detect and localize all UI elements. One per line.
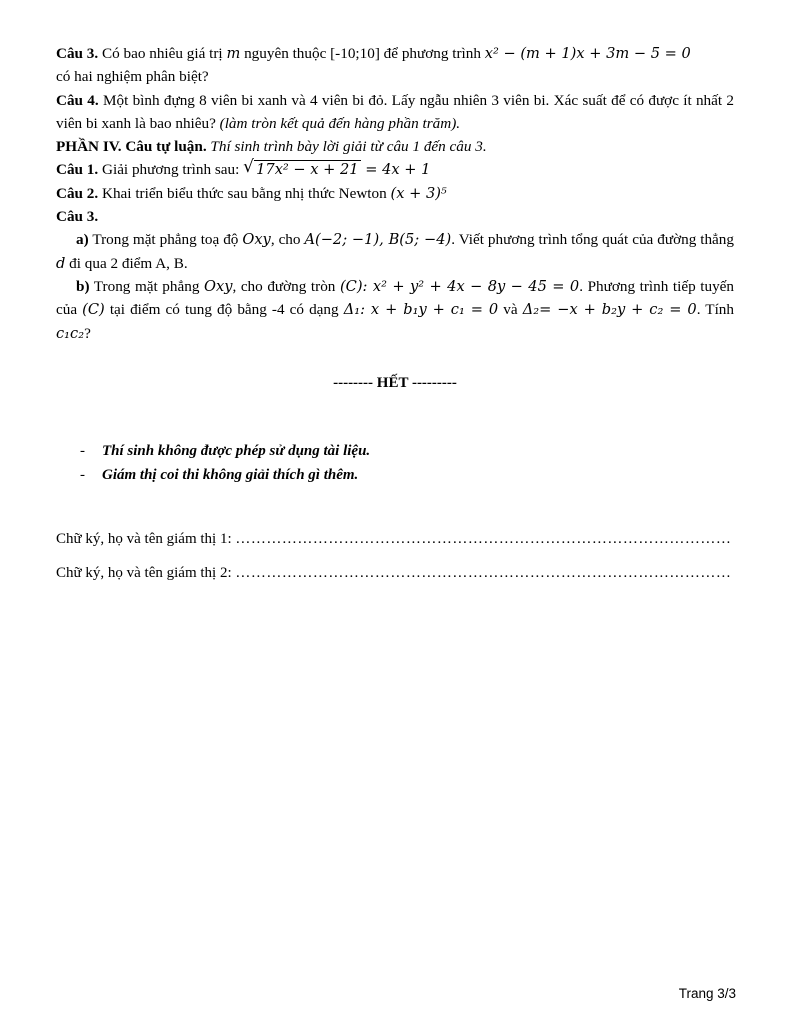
question-text: ? [84, 324, 91, 342]
math-equation: = 4x + 1 [360, 161, 431, 179]
question-label: Câu 3. [56, 45, 99, 62]
question-text: Một bình đựng 8 viên bi xanh và 4 viên bi đỏ. Lấy ngẫu nhiên 3 viên bi. Xác suất để có được ít nhất 2 viên bi xanh là bao nhiêu? [56, 91, 734, 132]
math-circle-name: (C) [82, 301, 105, 319]
math-points: A(−2; −1), B(5; −4) [304, 231, 452, 249]
question-text: . Tính [696, 301, 734, 319]
question-note: (làm tròn kết quả đến hàng phần trăm). [219, 114, 461, 132]
math-tangent-1: Δ₁: x + b₁y + c₁ = 0 [343, 301, 499, 319]
page-number: Trang 3/3 [678, 986, 736, 1001]
essay-question-1 [56, 158, 734, 181]
question-text: Trong mặt phẳng toạ độ [88, 231, 243, 249]
math-circle: (C): x² + y² + 4x − 8y − 45 = 0 [339, 277, 580, 295]
essay-question-3 [56, 205, 734, 228]
subquestion-label: b) [76, 277, 90, 295]
question-label: Câu 2. [56, 184, 99, 202]
exam-notes [80, 440, 370, 487]
signature-line-2 [56, 562, 734, 585]
question-text: , cho [270, 231, 305, 249]
question-text: Có bao nhiêu giá trị [98, 45, 227, 62]
question-text: Trong mặt phẳng [89, 277, 204, 295]
radicand: 17x² − x + 21 [256, 161, 359, 179]
question-text: và [498, 301, 523, 319]
part-title: PHẦN IV. Câu tự luận. [56, 138, 207, 156]
math-variable: m [226, 45, 241, 62]
question-text: có hai nghiệm phân biệt? [56, 68, 209, 86]
essay-question-3b [56, 275, 734, 345]
essay-question-2 [56, 182, 734, 205]
square-root: √ 17x² − x + 21 [243, 157, 359, 179]
signature-label: Chữ ký, họ và tên giám thị 1: [56, 531, 236, 547]
math-product: c₁c₂ [56, 324, 85, 342]
question-3 [56, 42, 734, 89]
math-tangent-2: Δ₂= −x + b₂y + c₂ = 0 [522, 301, 697, 319]
question-text: đi qua 2 điểm A, B. [65, 254, 188, 272]
question-4 [56, 89, 734, 136]
signature-label: Chữ ký, họ và tên giám thị 2: [56, 565, 236, 581]
math-equation: x² − (m + 1)x + 3m − 5 = 0 [484, 45, 691, 62]
essay-question-3a [56, 228, 734, 275]
math-expression: (x + 3)⁵ [390, 184, 447, 202]
question-text: Giải phương trình sau: [98, 161, 244, 179]
end-marker: -------- HẾT --------- [333, 375, 457, 391]
math-plane: Oxy [204, 277, 233, 295]
note-item: - Giám thị coi thi không giải thích gì thêm. [80, 466, 359, 483]
question-label: Câu 3. [56, 208, 99, 226]
note-item: - Thí sinh không được phép sử dụng tài liệu. [80, 443, 371, 459]
math-plane: Oxy [242, 231, 271, 249]
question-text: . Phương trình tiếp tuyến của [56, 277, 734, 319]
question-text: nguyên thuộc [-10;10] để phương trình [240, 45, 485, 62]
math-line: d [56, 254, 66, 272]
signature-dots: …………………………………………………………………………………… [235, 565, 732, 581]
question-text: , cho đường tròn [232, 277, 340, 295]
exam-page [56, 42, 734, 581]
part-4-heading [56, 135, 734, 158]
question-text: . Viết phương trình tổng quát của đường thẳng [451, 231, 734, 249]
part-instruction: Thí sinh trình bày lời giải từ câu 1 đến câu 3. [206, 138, 487, 156]
signature-line-1 [56, 528, 734, 551]
question-label: Câu 4. [56, 91, 99, 109]
question-label: Câu 1. [56, 161, 99, 179]
signature-dots: …………………………………………………………………………………… [235, 531, 732, 547]
question-text: Khai triển biểu thức sau bằng nhị thức Newton [98, 184, 391, 202]
question-text: tại điểm có tung độ bằng -4 có dạng [104, 301, 344, 319]
subquestion-label: a) [76, 231, 89, 249]
